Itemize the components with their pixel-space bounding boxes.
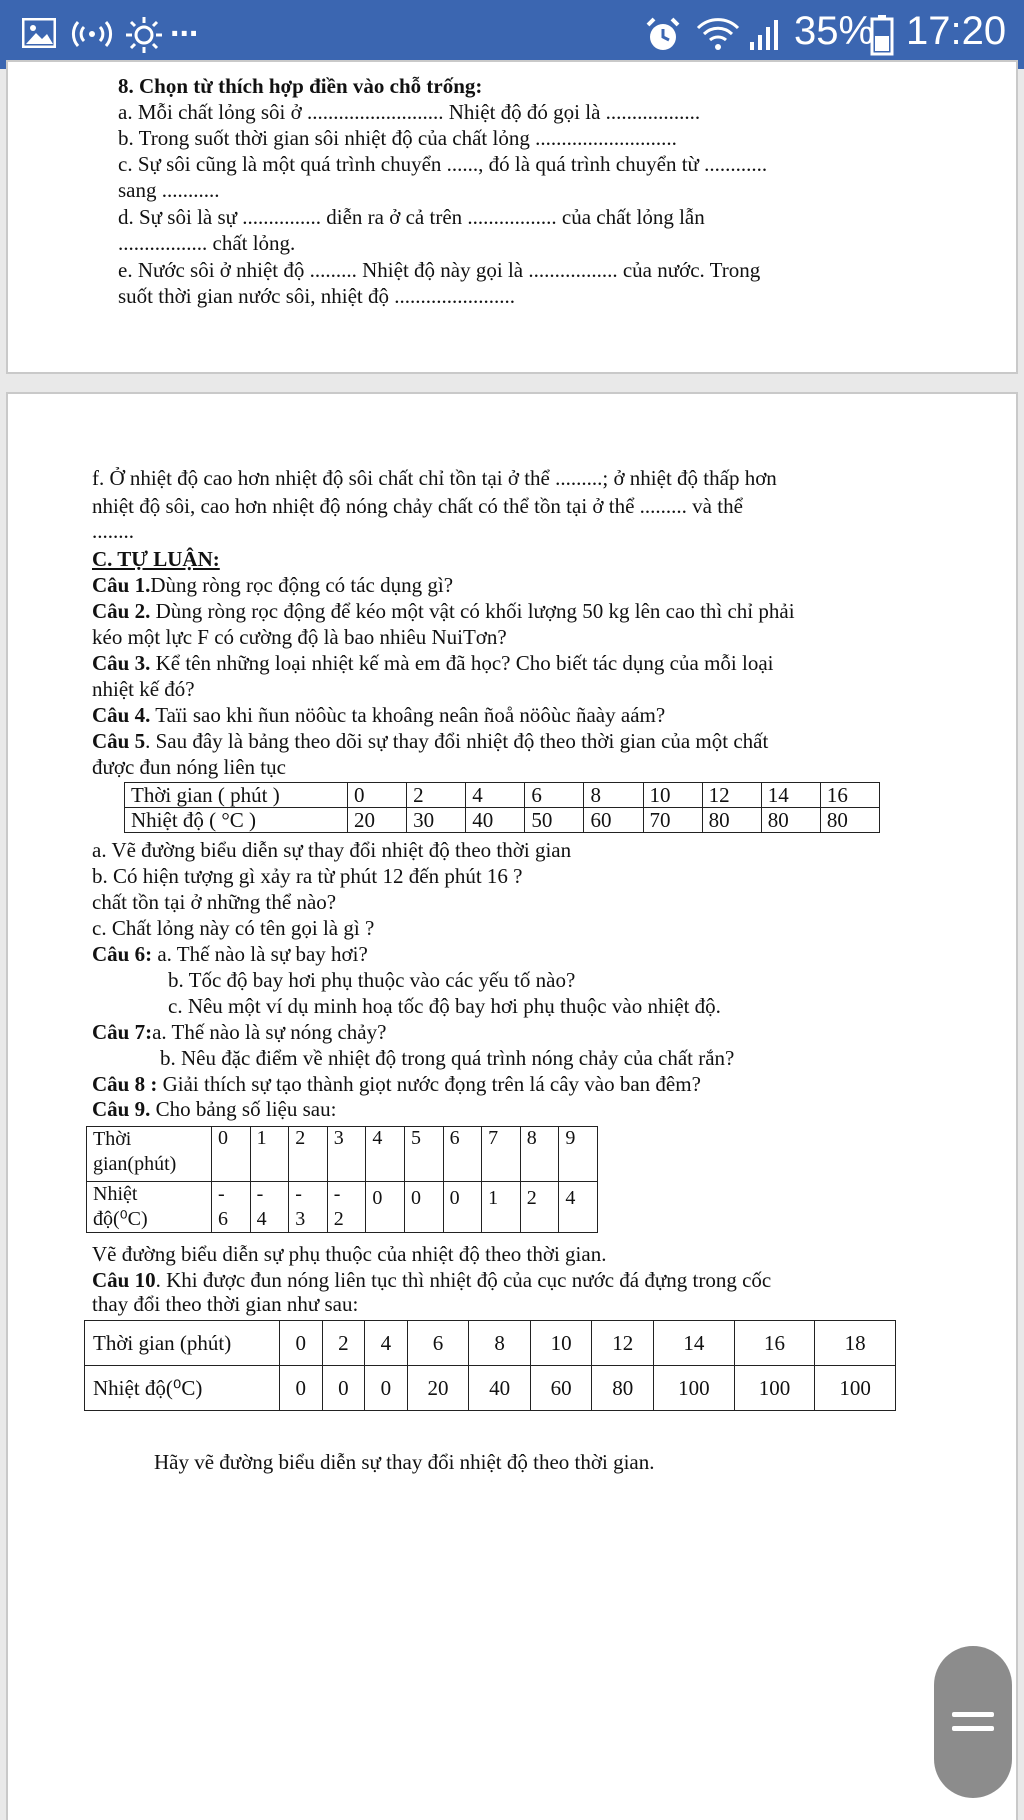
table-cell: 0	[348, 783, 407, 808]
cell-text: -	[256, 1183, 264, 1205]
cell-text: -	[333, 1183, 341, 1205]
cell-text: 3	[295, 1208, 306, 1230]
table-cell: 18	[815, 1321, 896, 1366]
cell-text: Nhiệt	[93, 1183, 138, 1205]
table-cell: 3	[327, 1127, 366, 1182]
question-text: Cho bảng số liệu sau:	[150, 1097, 337, 1121]
text-line: chất tồn tại ở những thể nào?	[92, 890, 337, 914]
table-cell: Nhiệt độ(⁰C)	[85, 1366, 280, 1411]
table-cell: 80	[761, 808, 820, 833]
status-bar	[0, 0, 1024, 69]
question-label: Câu 7:	[92, 1020, 153, 1044]
section-title: C. TỰ LUẬN:	[92, 547, 220, 571]
table-row	[125, 808, 880, 833]
table-cell: 20	[407, 1366, 469, 1411]
table-temperature-q9	[86, 1126, 598, 1233]
table-cell: 6	[525, 783, 584, 808]
table-cell: 1	[482, 1182, 521, 1233]
more-indicator: ...	[170, 6, 199, 44]
cell-text: 2	[333, 1208, 344, 1230]
question-7	[92, 1020, 386, 1045]
table-cell: 0	[404, 1182, 443, 1233]
text-line: nhiệt kế đó?	[92, 677, 195, 701]
table-row	[87, 1127, 598, 1182]
text-line: suốt thời gian nước sôi, nhiệt độ .......................	[118, 284, 515, 308]
table-cell: 4	[365, 1321, 408, 1366]
table-cell: 40	[466, 808, 525, 833]
table-cell: 9	[559, 1127, 598, 1182]
cell-text: Thời	[93, 1128, 132, 1150]
text-line: c. Nêu một ví dụ minh hoạ tốc độ bay hơi phụ thuộc vào nhiệt độ.	[168, 994, 721, 1018]
table-cell: 80	[820, 808, 879, 833]
table-cell: 0	[212, 1127, 251, 1182]
text-line: sang ...........	[118, 178, 220, 202]
table-cell: 0	[280, 1366, 323, 1411]
text-line: b. Tốc độ bay hơi phụ thuộc vào các yếu tố nào?	[168, 968, 576, 992]
table-temperature-q10	[84, 1320, 896, 1411]
table-row	[85, 1366, 896, 1411]
table-cell	[87, 1127, 212, 1182]
text-line: b. Trong suốt thời gian sôi nhiệt độ của chất lỏng ...........................	[118, 126, 677, 150]
wifi-icon	[696, 16, 740, 52]
text-line: c. Sự sôi cũng là một quá trình chuyển ......, đó là quá trình chuyển từ ............	[118, 152, 768, 176]
table-cell: 0	[366, 1182, 405, 1233]
scroll-handle[interactable]	[934, 1646, 1012, 1798]
battery-icon	[870, 14, 894, 56]
question-label: Câu 2.	[92, 599, 151, 623]
text-line: f. Ở nhiệt độ cao hơn nhiệt độ sôi chất chỉ tồn tại ở thể .........; ở nhiệt độ thấp hơn	[92, 466, 777, 490]
table-cell: 4	[466, 783, 525, 808]
cell-text: 6	[218, 1208, 228, 1230]
question-text: . Sau đây là bảng theo dõi sự thay đổi nhiệt độ theo thời gian của một chất	[145, 729, 769, 753]
table-cell: 60	[530, 1366, 592, 1411]
question-3	[92, 651, 773, 676]
table-cell: 0	[280, 1321, 323, 1366]
text-line: kéo một lực F có cường độ là bao nhiêu NuiTơn?	[92, 625, 507, 649]
text-line: thay đổi theo thời gian như sau:	[92, 1292, 359, 1316]
question-5	[92, 729, 768, 754]
question-label: Câu 4.	[92, 703, 151, 727]
table-temperature-q5	[124, 782, 880, 833]
table-cell: 80	[702, 808, 761, 833]
table-cell: 70	[643, 808, 702, 833]
gallery-icon	[22, 18, 56, 48]
table-cell: 0	[365, 1366, 408, 1411]
table-row	[125, 783, 880, 808]
table-cell: 100	[815, 1366, 896, 1411]
table-cell: 10	[643, 783, 702, 808]
table-cell: 2	[322, 1321, 365, 1366]
table-cell: 80	[592, 1366, 654, 1411]
table-cell: 20	[348, 808, 407, 833]
text-line: b. Có hiện tượng gì xảy ra từ phút 12 đến phút 16 ?	[92, 864, 523, 888]
table-row	[87, 1182, 598, 1233]
text-line: Vẽ đường biểu diễn sự phụ thuộc của nhiệt độ theo thời gian.	[92, 1242, 607, 1266]
table-cell: 30	[407, 808, 466, 833]
signal-icon	[748, 18, 780, 52]
question-4	[92, 703, 665, 728]
text-line: ................. chất lỏng.	[118, 231, 296, 255]
table-cell: 2	[407, 783, 466, 808]
question-6	[92, 942, 368, 967]
table-cell: 12	[702, 783, 761, 808]
table-cell: 4	[559, 1182, 598, 1233]
table-cell	[212, 1182, 251, 1233]
question-1	[92, 573, 453, 598]
question-label: Câu 1.	[92, 573, 151, 597]
table-cell: 1	[250, 1127, 289, 1182]
cell-text: gian(phút)	[93, 1153, 177, 1175]
table-cell	[327, 1182, 366, 1233]
text-line: b. Nêu đặc điểm về nhiệt độ trong quá trình nóng chảy của chất rắn?	[160, 1046, 735, 1070]
document-page-1	[6, 60, 1018, 374]
question-10	[92, 1268, 771, 1293]
text-line: Hãy vẽ đường biểu diễn sự thay đổi nhiệt độ theo thời gian.	[154, 1450, 655, 1474]
question-text: . Khi được đun nóng liên tục thì nhiệt độ của cục nước đá đựng trong cốc	[155, 1268, 772, 1292]
cell-text: độ(⁰C)	[93, 1208, 148, 1230]
question-text: Dùng ròng rọc động để kéo một vật có khối lượng 50 kg lên cao thì chỉ phải	[150, 599, 795, 623]
cell-text: -	[295, 1183, 302, 1205]
table-cell: 10	[530, 1321, 592, 1366]
question-text: Kể tên những loại nhiệt kế mà em đã học? Cho biết tác dụng của mỗi loại	[150, 651, 774, 675]
table-cell	[289, 1182, 328, 1233]
hotspot-icon	[70, 16, 114, 52]
question-text: a. Thế nào là sự nóng chảy?	[152, 1020, 387, 1044]
question-2	[92, 599, 795, 624]
table-cell	[87, 1182, 212, 1233]
text-line: a. Vẽ đường biểu diễn sự thay đổi nhiệt độ theo thời gian	[92, 838, 572, 862]
table-cell: 5	[404, 1127, 443, 1182]
table-cell: 8	[584, 783, 643, 808]
table-cell: 4	[366, 1127, 405, 1182]
clock: 17:20	[906, 9, 1007, 53]
text-line: c. Chất lỏng này có tên gọi là gì ?	[92, 916, 375, 940]
document-page-2	[6, 392, 1018, 1820]
question-8-title: 8. Chọn từ thích hợp điền vào chỗ trống:	[118, 74, 483, 98]
table-cell: 14	[654, 1321, 735, 1366]
question-label: Câu 5	[92, 729, 146, 753]
question-9	[92, 1097, 336, 1122]
question-label: Câu 9.	[92, 1097, 151, 1121]
table-cell: 6	[443, 1127, 482, 1182]
table-cell	[250, 1182, 289, 1233]
question-label: Câu 8 :	[92, 1072, 158, 1096]
question-text: Taïi sao khi ñun nöôùc ta khoâng neân ñoå nöôùc ñaày aám?	[150, 703, 666, 727]
table-cell: Nhiệt độ ( °C )	[125, 808, 348, 833]
brightness-icon	[124, 15, 164, 55]
question-text: Dùng ròng rọc động có tác dụng gì?	[150, 573, 454, 597]
table-cell: Thời gian (phút)	[85, 1321, 280, 1366]
cell-text: -	[218, 1183, 225, 1205]
question-label: Câu 10	[92, 1268, 156, 1292]
table-cell: 14	[761, 783, 820, 808]
cell-text: 4	[256, 1208, 267, 1230]
question-8	[92, 1072, 701, 1097]
table-cell: 40	[469, 1366, 531, 1411]
battery-percent: 35%	[794, 9, 875, 53]
table-cell: 2	[289, 1127, 328, 1182]
table-cell: 0	[443, 1182, 482, 1233]
table-cell: 8	[520, 1127, 559, 1182]
table-cell: 6	[407, 1321, 469, 1366]
table-row	[85, 1321, 896, 1366]
table-cell: 100	[654, 1366, 735, 1411]
table-cell: 8	[469, 1321, 531, 1366]
table-cell: 60	[584, 808, 643, 833]
table-cell: Thời gian ( phút )	[125, 783, 348, 808]
text-line: a. Mỗi chất lỏng sôi ở .......................... Nhiệt độ đó gọi là ..................	[118, 100, 701, 124]
alarm-icon	[644, 16, 682, 54]
text-line: e. Nước sôi ở nhiệt độ ......... Nhiệt độ này gọi là ................. của nước. Trong	[118, 258, 761, 282]
table-cell: 2	[520, 1182, 559, 1233]
table-cell: 7	[482, 1127, 521, 1182]
table-cell: 50	[525, 808, 584, 833]
table-cell: 0	[322, 1366, 365, 1411]
text-line: d. Sự sôi là sự ............... diễn ra ở cả trên ................. của chất lỏng lẫn	[118, 205, 705, 229]
question-label: Câu 3.	[92, 651, 151, 675]
text-line: được đun nóng liên tục	[92, 755, 286, 779]
table-cell: 16	[820, 783, 879, 808]
table-cell: 16	[734, 1321, 815, 1366]
question-text: Giải thích sự tạo thành giọt nước đọng trên lá cây vào ban đêm?	[157, 1072, 701, 1096]
question-text: a. Thế nào là sự bay hơi?	[152, 942, 368, 966]
question-label: Câu 6:	[92, 942, 153, 966]
text-line: ........	[92, 519, 134, 543]
text-line: nhiệt độ sôi, cao hơn nhiệt độ nóng chảy chất có thể tồn tại ở thể ......... và thể	[92, 494, 743, 518]
table-cell: 100	[734, 1366, 815, 1411]
table-cell: 12	[592, 1321, 654, 1366]
